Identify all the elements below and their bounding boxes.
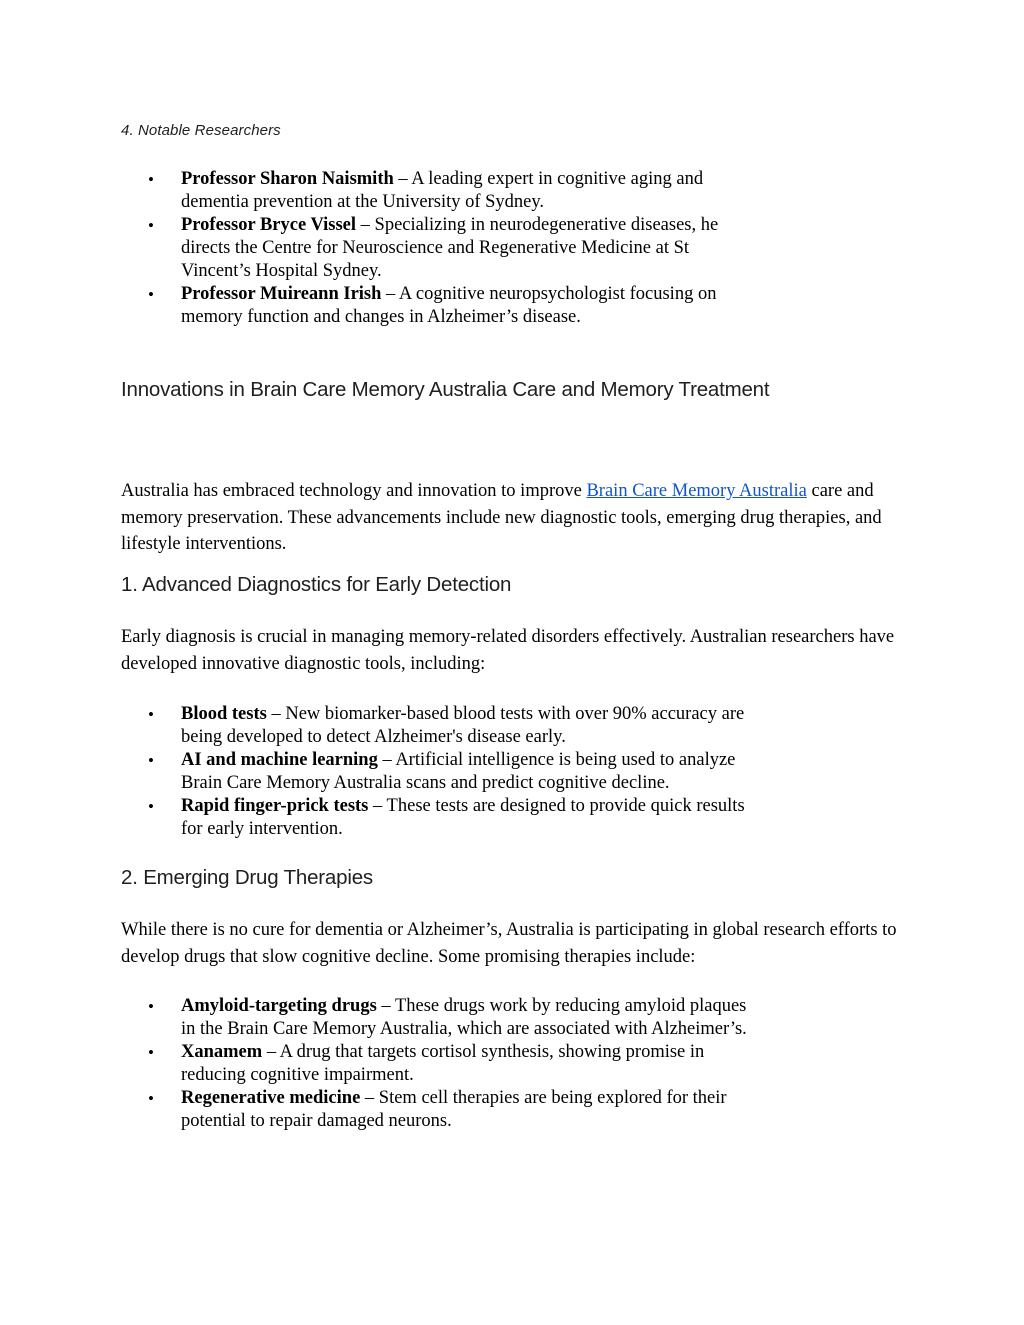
item-title: Rapid finger-prick tests <box>181 796 369 816</box>
bullet-icon: • <box>148 285 154 304</box>
item-description: – These tests are designed to provide quick results for early intervention. <box>181 796 745 839</box>
researcher-name: Professor Sharon Naismith <box>181 169 394 189</box>
item-description: – These drugs work by reducing amyloid plaques in the Brain Care Memory Australia, which are associated with Alzheimer’s. <box>181 996 747 1039</box>
diagnostics-intro-paragraph: Early diagnosis is crucial in managing memory-related disorders effectively. Australian researchers have developed innovative diagnostic tools, including: <box>121 627 895 674</box>
bullet-icon: • <box>148 705 154 724</box>
item-title: Amyloid-targeting drugs <box>181 996 377 1016</box>
bullet-icon: • <box>148 751 154 770</box>
bullet-icon: • <box>148 216 154 235</box>
list-item <box>0 1041 760 1087</box>
list-item <box>0 1087 760 1133</box>
item-title: Blood tests <box>181 704 267 724</box>
heading-innovations: Innovations in Brain Care Memory Australia Care and Memory Treatment <box>121 378 770 401</box>
list-item <box>0 168 760 214</box>
drugs-list <box>0 995 760 1133</box>
item-title: AI and machine learning <box>181 750 378 770</box>
bullet-icon: • <box>148 1043 154 1062</box>
brain-care-memory-australia-link[interactable]: Brain Care Memory Australia <box>586 481 807 501</box>
researcher-description: – A leading expert in cognitive aging and dementia prevention at the University of Sydney. <box>181 169 704 212</box>
researcher-description: – Specializing in neurodegenerative diseases, he directs the Centre for Neuroscience and Regenerative Medicine at St Vincent’s Hospital Sydney. <box>181 215 719 281</box>
drugs-intro-paragraph: While there is no cure for dementia or Alzheimer’s, Australia is participating in global research efforts to develop drugs that slow cognitive decline. Some promising therapies include: <box>121 920 897 967</box>
item-description: – Artificial intelligence is being used to analyze Brain Care Memory Australia scans and predict cognitive decline. <box>181 750 736 793</box>
researcher-name: Professor Bryce Vissel <box>181 215 357 235</box>
heading-emerging-drug-therapies: 2. Emerging Drug Therapies <box>121 866 373 889</box>
bullet-icon: • <box>148 997 154 1016</box>
section-heading-notable-researchers: 4. Notable Researchers <box>121 122 281 139</box>
item-title: Xanamem <box>181 1042 263 1062</box>
heading-advanced-diagnostics: 1. Advanced Diagnostics for Early Detection <box>121 573 512 596</box>
bullet-icon: • <box>148 1089 154 1108</box>
bullet-icon: • <box>148 797 154 816</box>
list-item <box>0 214 760 283</box>
list-item <box>0 795 760 841</box>
intro-text-before: Australia has embraced technology and innovation to improve <box>121 481 587 501</box>
researcher-description: – A cognitive neuropsychologist focusing on memory function and changes in Alzheimer’s disease. <box>181 284 717 327</box>
intro-text-after: care and memory preservation. These advancements include new diagnostic tools, emerging drug therapies, and lifestyle interventions. <box>121 481 882 554</box>
list-item <box>0 703 760 749</box>
innovations-intro-paragraph <box>121 478 911 558</box>
item-description: – Stem cell therapies are being explored for their potential to repair damaged neurons. <box>181 1088 727 1131</box>
item-description: – New biomarker-based blood tests with over 90% accuracy are being developed to detect Alzheimer's disease early. <box>181 704 745 747</box>
list-item <box>0 283 760 329</box>
researchers-list <box>0 168 760 329</box>
item-description: – A drug that targets cortisol synthesis, showing promise in reducing cognitive impairment. <box>181 1042 705 1085</box>
diagnostics-list <box>0 703 760 841</box>
bullet-icon: • <box>148 170 154 189</box>
researcher-name: Professor Muireann Irish <box>181 284 382 304</box>
list-item <box>0 995 760 1041</box>
item-title: Regenerative medicine <box>181 1088 361 1108</box>
list-item <box>0 749 760 795</box>
